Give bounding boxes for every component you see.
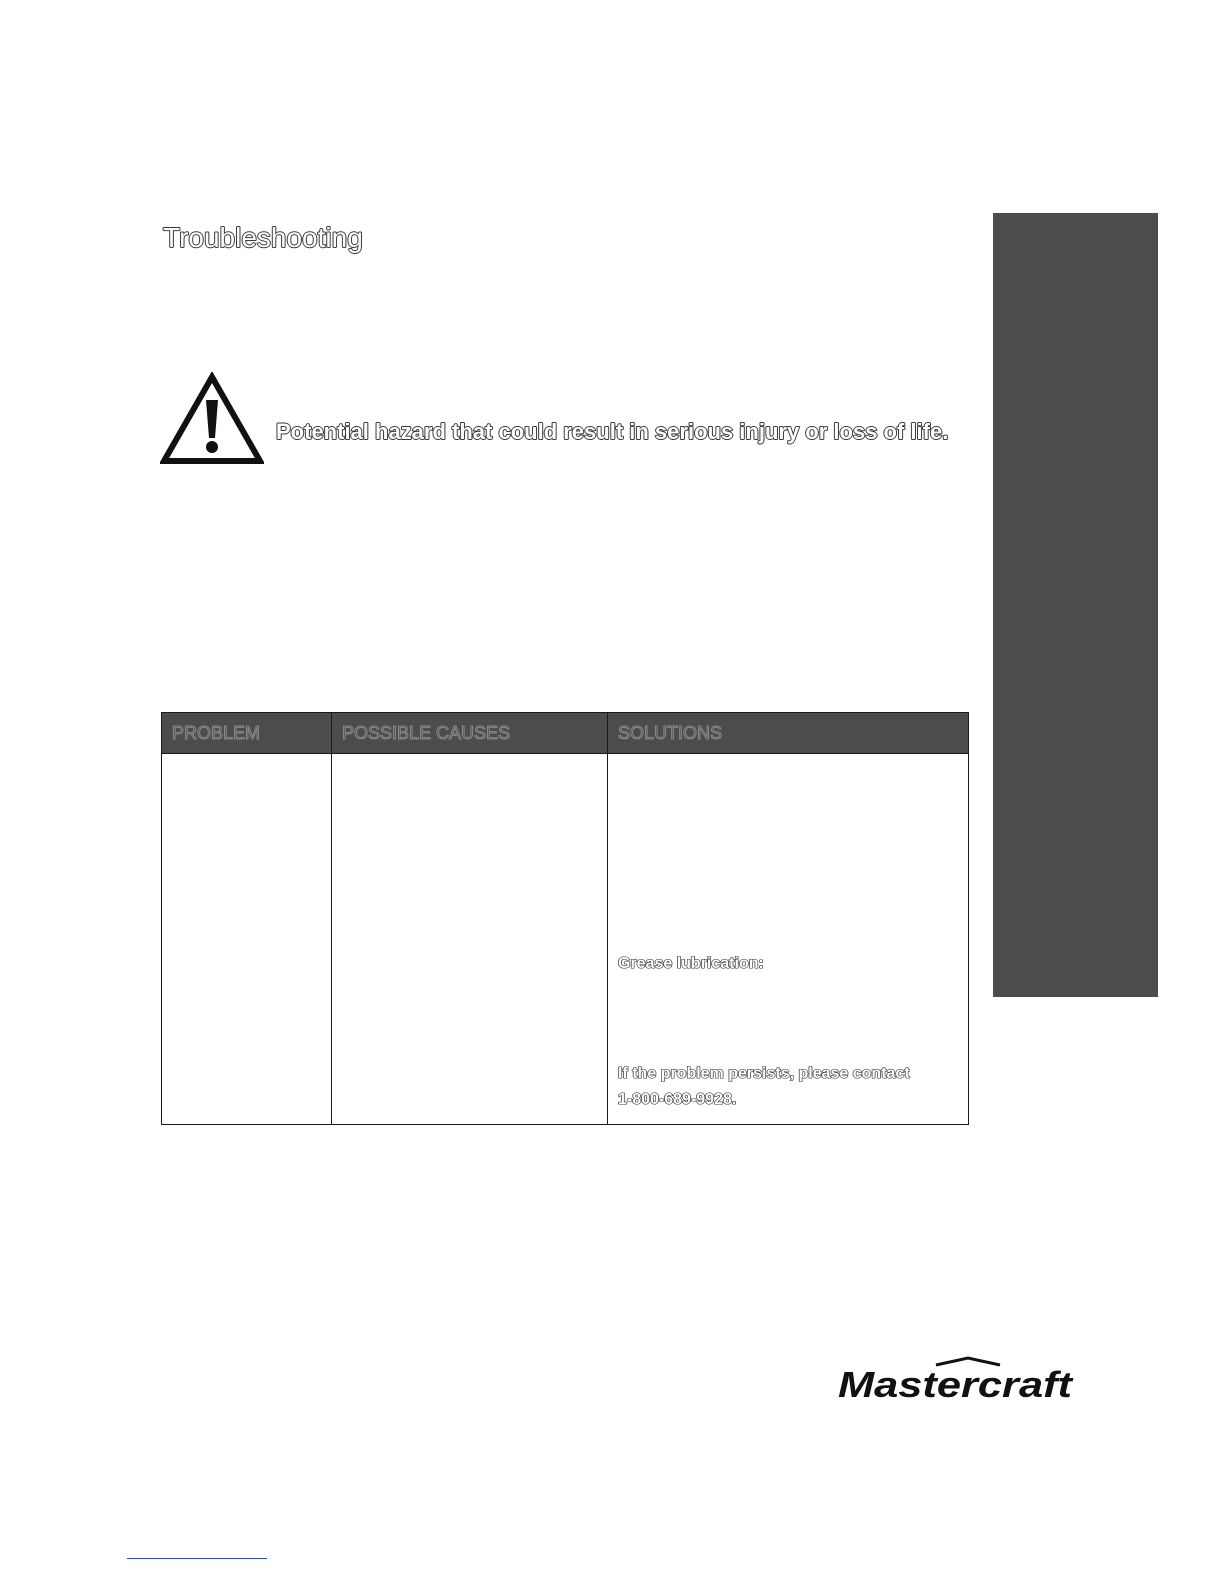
footer-link-underline xyxy=(127,1558,267,1559)
page-title: Troubleshooting xyxy=(163,222,363,253)
causes-cell xyxy=(332,754,608,1125)
header-solutions: SOLUTIONS xyxy=(608,713,969,754)
solutions-cell xyxy=(608,754,969,1125)
grease-lubrication-label: Grease lubrication: xyxy=(618,955,764,972)
warning-triangle-icon xyxy=(160,372,264,466)
contact-phone: 1-800-689-9928. xyxy=(618,1091,737,1108)
contact-text: If the problem persists, please contact xyxy=(618,1065,910,1082)
table-row xyxy=(162,754,969,1125)
table-header-row xyxy=(162,713,969,754)
header-possible-causes: POSSIBLE CAUSES xyxy=(332,713,608,754)
svg-text:Mastercraft: Mastercraft xyxy=(838,1364,1075,1402)
section-side-tab xyxy=(993,213,1158,997)
troubleshooting-table xyxy=(161,712,969,1125)
warning-text: Potential hazard that could result in serious injury or loss of life. xyxy=(276,419,949,444)
problem-cell xyxy=(162,754,332,1125)
header-problem: PROBLEM xyxy=(162,713,332,754)
mastercraft-logo xyxy=(836,1356,1076,1402)
